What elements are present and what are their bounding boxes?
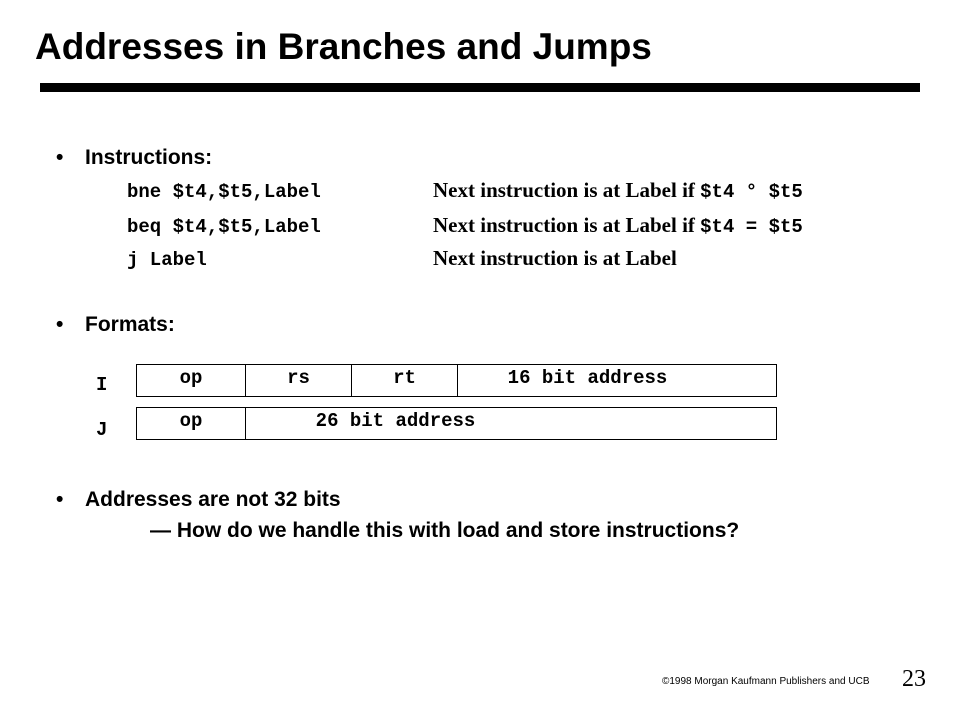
title-underline — [40, 83, 920, 92]
format-label-i: I — [96, 374, 108, 396]
page-number: 23 — [902, 666, 926, 692]
j-format-box — [136, 407, 777, 440]
field-op: op — [179, 367, 203, 389]
description-text: Next instruction is at Label if — [433, 178, 701, 202]
slide-title: Addresses in Branches and Jumps — [35, 26, 652, 67]
field-16-bit-address: 16 bit address — [457, 365, 717, 396]
copyright-notice: ©1998 Morgan Kaufmann Publishers and UCB — [662, 676, 870, 687]
description-text: Next instruction is at Label if — [433, 213, 701, 237]
instruction-code: j Label — [127, 249, 207, 271]
i-format-box — [136, 364, 777, 397]
bullet-formats — [56, 313, 175, 337]
description-text: Next instruction is at Label — [433, 246, 677, 270]
bullet-addresses — [56, 488, 341, 512]
field-rs: rs — [245, 365, 351, 396]
instruction-description — [433, 213, 803, 238]
addresses-subpoint: — How do we handle this with load and store instructions? — [150, 519, 740, 542]
instruction-code: beq $t4,$t5,Label — [127, 216, 321, 238]
field-rt: rt — [351, 365, 457, 396]
instruction-code: bne $t4,$t5,Label — [127, 181, 321, 203]
instruction-description — [433, 246, 677, 271]
instructions-heading: Instructions: — [85, 146, 213, 169]
bullet-instructions — [56, 146, 212, 170]
formats-heading: Formats: — [85, 313, 175, 336]
bullet-dot: • — [56, 313, 64, 336]
instruction-description — [433, 178, 803, 203]
format-label-j: J — [96, 419, 108, 441]
description-code: $t4 = $t5 — [700, 216, 803, 238]
addresses-text: Addresses are not 32 bits — [85, 488, 341, 511]
field-26-bit-address: 26 bit address — [245, 408, 545, 439]
bullet-dot: • — [56, 488, 64, 511]
bullet-dot: • — [56, 146, 64, 169]
description-code: $t4 ° $t5 — [700, 181, 803, 203]
field-op: op — [179, 410, 203, 432]
